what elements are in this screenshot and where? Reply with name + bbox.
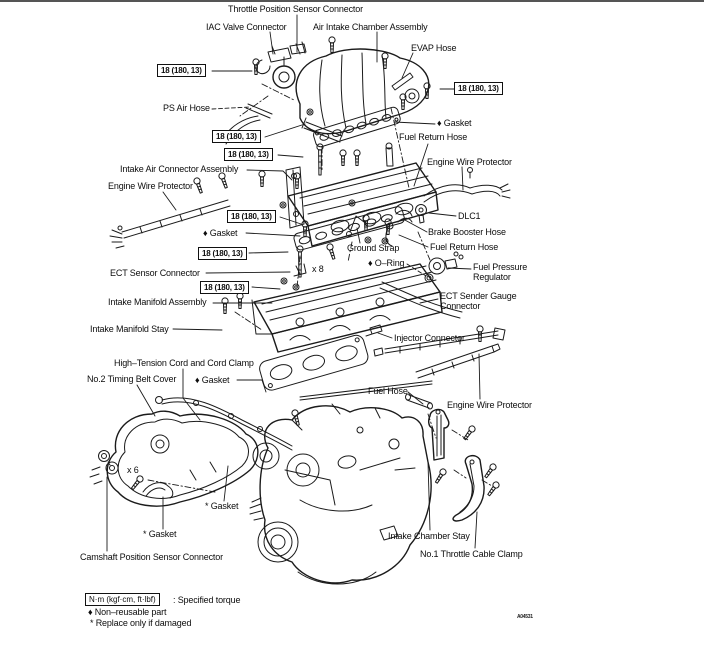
- label-fuel-pressure-regulator: Fuel Pressure Regulator: [473, 262, 528, 282]
- legend-torque-unit-box: N·m (kgf·cm, ft·lbf): [85, 593, 160, 606]
- label-iac-valve-connector: IAC Valve Connector: [206, 22, 287, 32]
- label-brake-booster-hose: Brake Booster Hose: [428, 227, 506, 237]
- label-engine-wire-protector-left: Engine Wire Protector: [108, 181, 193, 191]
- label-x8: x 8: [312, 264, 324, 274]
- label-intake-air-connector-assembly: Intake Air Connector Assembly: [120, 164, 239, 174]
- torque-spec-box-3: 18 (180, 13): [212, 130, 261, 143]
- torque-spec-box-7: 18 (180, 13): [200, 281, 249, 294]
- torque-spec-box-6: 18 (180, 13): [198, 247, 247, 260]
- label-engine-wire-protector-right: Engine Wire Protector: [427, 157, 512, 167]
- label-ect-sender-gauge-connector: ECT Sender Gauge Connector: [440, 291, 517, 311]
- label-air-intake-chamber-assembly: Air Intake Chamber Assembly: [313, 22, 428, 32]
- throttle-cable-clamp-drawing: [453, 456, 484, 521]
- timing-belt-cover-drawing: [107, 411, 258, 506]
- bottom-rule: [0, 0, 704, 2]
- label-ect-sensor-connector: ECT Sensor Connector: [110, 268, 200, 278]
- wire-protector-lower-drawing: [416, 344, 500, 378]
- torque-spec-box-2: 18 (180, 13): [454, 82, 503, 95]
- label-intake-manifold-stay: Intake Manifold Stay: [90, 324, 169, 334]
- engine-block-drawing: [250, 404, 431, 584]
- label-gasket-mid: ♦ Gasket: [203, 228, 238, 238]
- label-throttle-position-sensor-connector: Throttle Position Sensor Connector: [228, 4, 363, 14]
- label-fuel-return-hose-top: Fuel Return Hose: [399, 132, 468, 142]
- label-ground-strap: Ground Strap: [347, 243, 400, 253]
- label-high-tension-cord: High–Tension Cord and Cord Clamp: [114, 358, 254, 368]
- label-dlc1: DLC1: [458, 211, 481, 221]
- figure-code: A04531: [517, 614, 533, 620]
- gasket-upper-drawing: [312, 106, 401, 148]
- label-x6: x 6: [127, 465, 139, 475]
- fuel-hose-drawing: [300, 381, 433, 409]
- torque-spec-box-1: 18 (180, 13): [157, 64, 206, 77]
- label-fuel-hose: Fuel Hose: [368, 386, 408, 396]
- label-star-gasket-lower: * Gasket: [143, 529, 177, 539]
- label-intake-manifold-assembly: Intake Manifold Assembly: [108, 297, 207, 307]
- label-gasket-lower: ♦ Gasket: [195, 375, 230, 385]
- label-evap-hose: EVAP Hose: [411, 43, 457, 53]
- legend-replace-if-damaged: * Replace only if damaged: [90, 618, 192, 628]
- intake-chamber-stay-drawing: [429, 409, 449, 460]
- torque-spec-box-4: 18 (180, 13): [224, 148, 273, 161]
- wire-protector-left-drawing: [110, 200, 230, 248]
- label-no2-timing-belt-cover: No.2 Timing Belt Cover: [87, 374, 177, 384]
- torque-spec-box-5: 18 (180, 13): [227, 210, 276, 223]
- label-fuel-return-hose-mid: Fuel Return Hose: [430, 242, 499, 252]
- label-injector-connector: Injector Connector: [394, 333, 465, 343]
- label-camshaft-position-sensor-connector: Camshaft Position Sensor Connector: [80, 552, 223, 562]
- label-star-gasket-upper: * Gasket: [205, 501, 239, 511]
- label-engine-wire-protector-lower: Engine Wire Protector: [447, 400, 532, 410]
- label-intake-chamber-stay: Intake Chamber Stay: [388, 531, 470, 541]
- camshaft-sensor-drawing: [90, 451, 118, 485]
- label-o-ring: ♦ O–Ring: [368, 258, 405, 268]
- throttle-body-drawing: [256, 42, 306, 88]
- label-ps-air-hose: PS Air Hose: [163, 103, 210, 113]
- label-no1-throttle-cable-clamp: No.1 Throttle Cable Clamp: [420, 549, 523, 559]
- label-gasket-top: ♦ Gasket: [437, 118, 472, 128]
- legend-non-reusable: ♦ Non–reusable part: [88, 607, 167, 617]
- legend-torque-meaning: : Specified torque: [173, 595, 241, 605]
